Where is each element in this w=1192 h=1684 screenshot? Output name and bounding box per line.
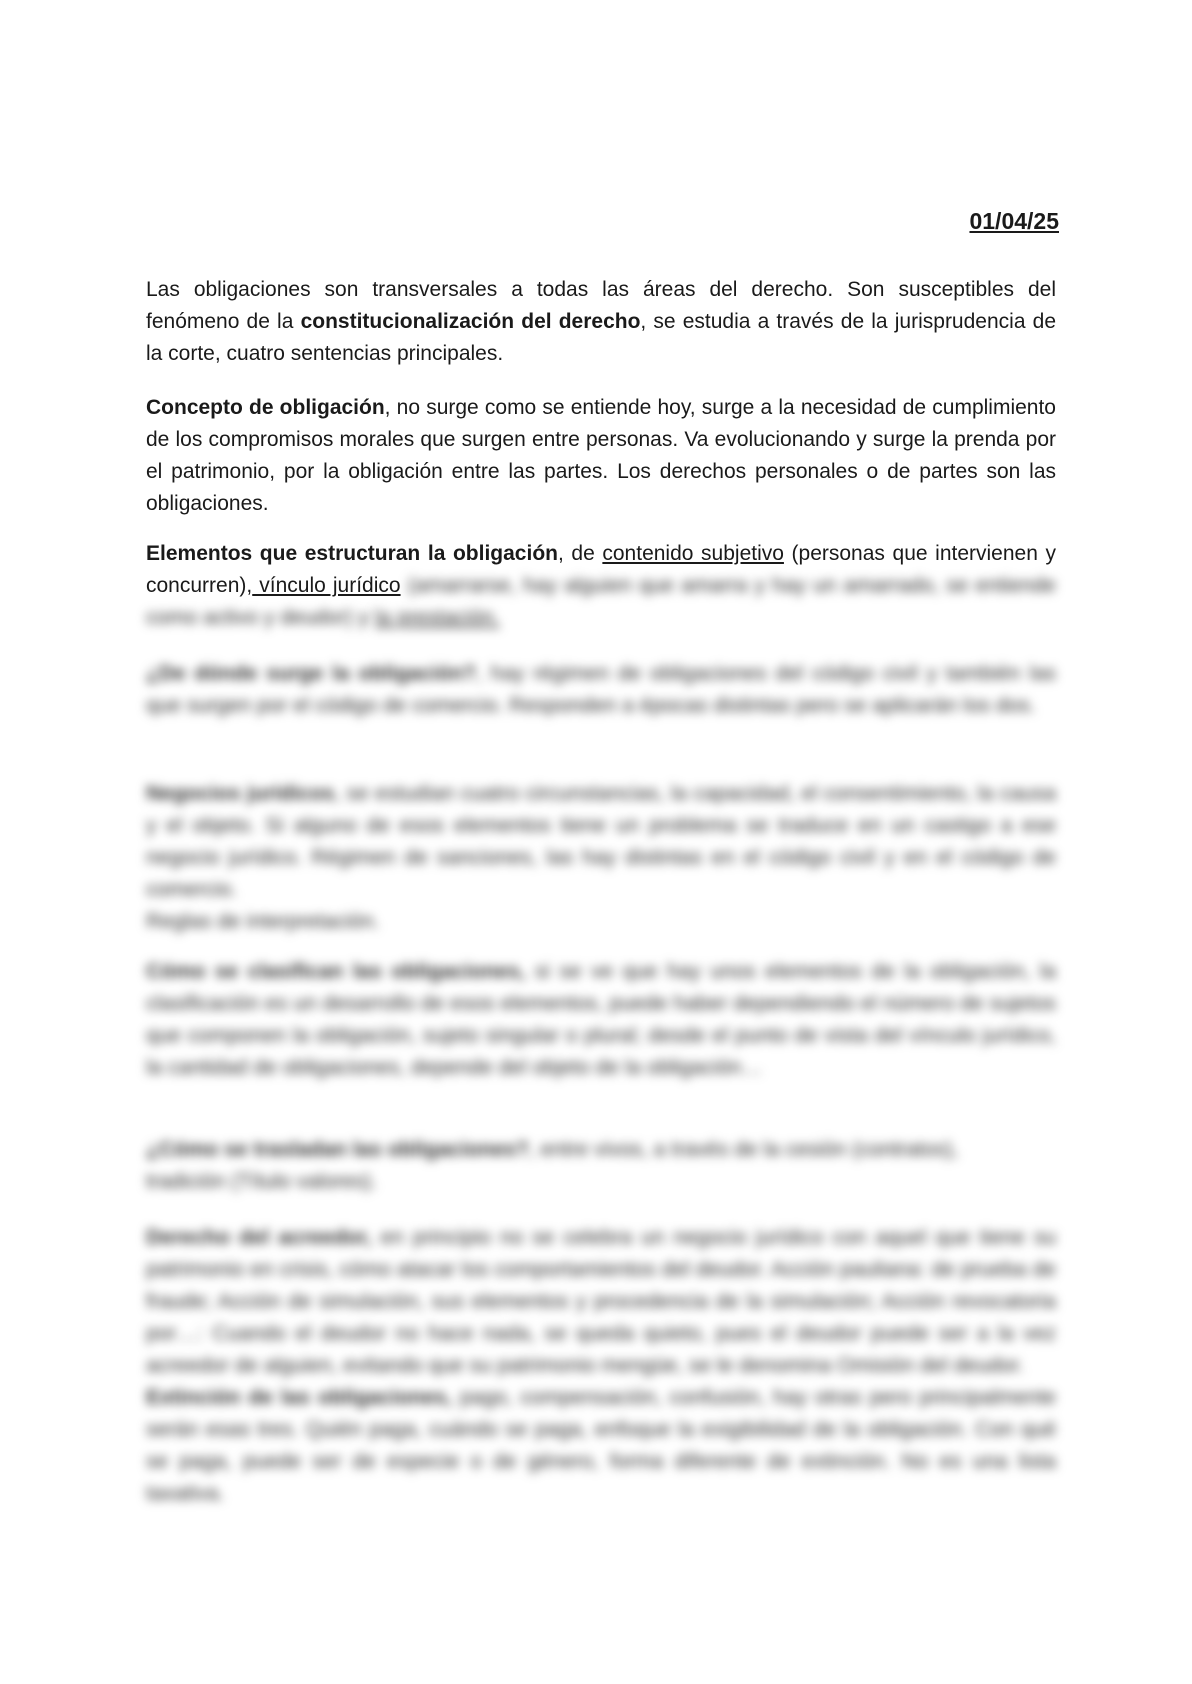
concepto-heading: Concepto de obligación bbox=[146, 396, 385, 419]
intro-text-start: Las obligaciones son transversales a todas las áreas del derecho. Son susceptibles del fenómeno de la bbox=[146, 278, 1056, 333]
paragraph-concepto bbox=[146, 392, 1056, 520]
acreedor-heading: Derecho del acreedor, bbox=[146, 1226, 372, 1249]
negocios-reglas: Reglas de interpretación. bbox=[146, 910, 380, 933]
negocios-heading: Negocios jurídicos bbox=[146, 782, 335, 805]
contenido-subjetivo-link: contenido subjetivo bbox=[602, 542, 784, 565]
document-date: 01/04/25 bbox=[969, 208, 1059, 234]
paragraph-negocios bbox=[146, 778, 1056, 938]
traslado-text: , entre vivos, a través de la cesión (contratos), tradición (Título valores). bbox=[146, 1138, 959, 1193]
elementos-text-3: (amarrarse, hay alguien que amarra y hay un amarrado, se entiende como activo y deudor) y bbox=[146, 574, 1056, 629]
traslado-heading: ¿Cómo se trasladan las obligaciones? bbox=[146, 1138, 529, 1161]
paragraph-clasificacion bbox=[146, 956, 1056, 1084]
elementos-heading: Elementos que estructuran la obligación bbox=[146, 542, 558, 565]
paragraph-origen bbox=[146, 658, 1056, 722]
concepto-text: , no surge como se entiende hoy, surge a la necesidad de cumplimiento de los compromisos morales que surgen entre personas. Va evolucionando y surge la prenda por el patrimonio, por la obligación entre las partes. Los derechos personales o de partes son las obligaciones. bbox=[146, 396, 1056, 515]
paragraph-intro bbox=[146, 274, 1056, 370]
prestacion-link: la prestación. bbox=[374, 606, 500, 629]
paragraph-traslado bbox=[146, 1134, 966, 1198]
extincion-heading: Extinción de las obligaciones, bbox=[146, 1386, 453, 1409]
paragraph-elementos bbox=[146, 538, 1056, 634]
extincion-text: pago, compensación, confusión, hay otras pero principalmente serán esas tres. Quién paga, cuándo se paga, enfoque la exigibilidad de la obligación. Con qué se paga, puede ser de especie o de género, forma diferente de extinción. No es una lista taxativa. bbox=[146, 1386, 1056, 1505]
clasificacion-heading: Cómo se clasifican las obligaciones, bbox=[146, 960, 526, 983]
vinculo-juridico-link: vínculo jurídico bbox=[252, 574, 401, 597]
elementos-text-2: (personas que intervienen y concurren), bbox=[146, 542, 1056, 597]
acreedor-text: en principio no se celebra un negocio jurídico con aquel que tiene su patrimonio en crisis, cómo atacar los comportamientos del deudor. Acción pauliana: de prueba de fraude; Acción de simulación, sus elementos y procedencia de la simulación; Acción revocatoria por…: Cuando el deudor no hace nada, se queda quieto, pues el deudor puede ser a la vez acreedor de alguien, evitando que su patrimonio mengüe, se le denomina Omisión del deudor. bbox=[146, 1226, 1057, 1377]
clasificacion-text: si se ve que hay unos elementos de la obligación, la clasificación es un desarrollo de esos elementos, puede haber dependiendo el número de sujetos que componen la obligación, sujeto singular o plural; desde el punto de vista del vínculo jurídico, la cantidad de obligaciones, depende del objeto de la obligación… bbox=[146, 960, 1057, 1079]
elementos-text-1: , de bbox=[557, 542, 603, 565]
origen-heading: ¿De dónde surge la obligación? bbox=[146, 662, 477, 685]
origen-text: , hay régimen de obligaciones del código civil y también las que surgen por el código de comercio. Responden a épocas distintas pero se aplicarán los dos. bbox=[146, 662, 1056, 717]
intro-bold-term: constitucionalización del derecho bbox=[300, 310, 641, 333]
paragraph-acreedor bbox=[146, 1222, 1056, 1510]
negocios-text: , se estudian cuatro circunstancias, la capacidad, el consentimiento, la causa y el objeto. Si alguno de esos elementos tiene un problema se traduce en un castigo a ese negocio jurídico. Régimen de sanciones, las hay distintas en el código civil y en el código de comercio. bbox=[146, 782, 1056, 901]
intro-text-end: , se estudia a través de la jurisprudencia de la corte, cuatro sentencias principales. bbox=[146, 310, 1057, 365]
